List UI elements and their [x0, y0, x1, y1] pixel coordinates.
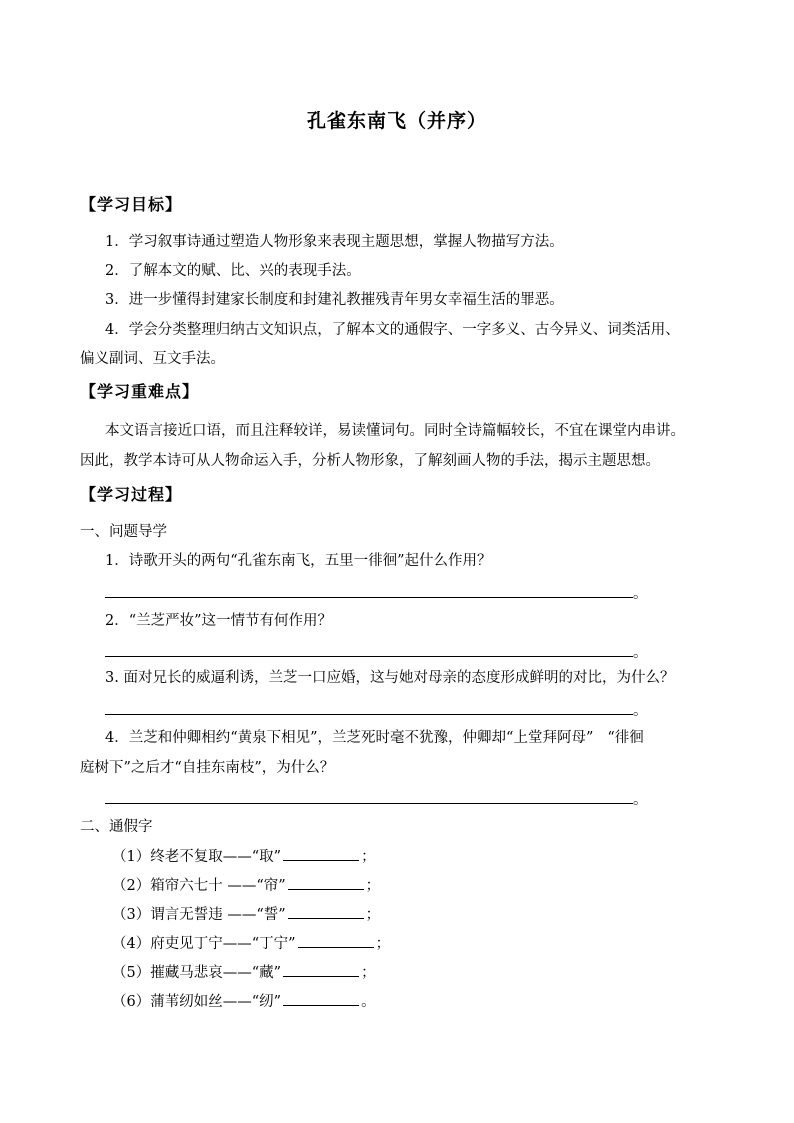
section-heading-process: 【学习过程】 [80, 485, 183, 504]
fill-blank[interactable] [288, 875, 364, 890]
answer-line-3[interactable]: 。 [105, 699, 648, 719]
tongjia-item: （5）摧藏马悲哀——“藏” ； [112, 962, 376, 983]
part-label-questions: 一、问题导学 [80, 524, 167, 540]
fill-blank[interactable] [283, 962, 359, 977]
answer-line-1[interactable]: 。 [105, 582, 648, 602]
tongjia-item: （1）终老不复取——“取” ； [112, 846, 376, 867]
answer-line-2[interactable]: 。 [105, 641, 648, 661]
goal-item: 4．学会分类整理归纳古文知识点，了解本文的通假字、一字多义、古今异义、词类活用、 [105, 322, 680, 338]
fill-blank[interactable] [283, 991, 359, 1006]
question-1: 1．诗歌开头的两句“孔雀东南飞，五里一徘徊”起什么作用？ [105, 553, 492, 569]
answer-line-4[interactable]: 。 [105, 788, 648, 808]
tongjia-item: （6）蒲苇纫如丝——“纫” 。 [112, 991, 376, 1012]
question-3: 3. 面对兄长的威逼利诱，兰芝一口应婚，这与她对母亲的态度形成鲜明的对比，为什么？ [105, 670, 675, 686]
goal-item: 1．学习叙事诗通过塑造人物形象来表现主题思想，掌握人物描写方法。 [105, 234, 564, 250]
goal-item: 3．进一步懂得封建家长制度和封建礼教摧残青年男女幸福生活的罪恶。 [105, 292, 564, 308]
part-label-tongjia: 二、通假字 [80, 819, 153, 835]
tongjia-item: （3）谓言无誓违 ——“誓” ； [112, 904, 380, 925]
section-heading-goals: 【学习目标】 [80, 195, 183, 214]
page-title: 孔雀东南飞（并序） [306, 110, 487, 132]
key-paragraph-line: 因此，教学本诗可从人物命运入手，分析人物形象，了解刻画人物的手法，揭示主题思想。 [80, 453, 660, 469]
fill-blank[interactable] [288, 904, 364, 919]
goal-item: 2．了解本文的赋、比、兴的表现手法。 [105, 263, 361, 279]
fill-blank[interactable] [298, 933, 374, 948]
question-2: 2．“兰芝严妆”这一情节有何作用？ [105, 613, 333, 629]
goal-item-continued: 偏义副词、互文手法。 [80, 351, 225, 367]
section-heading-key: 【学习重难点】 [80, 382, 200, 401]
fill-blank[interactable] [283, 846, 359, 861]
tongjia-item: （4）府吏见丁宁——“丁宁” ； [112, 933, 390, 954]
key-paragraph-line: 本文语言接近口语，而且注释较详，易读懂词句。同时全诗篇幅较长，不宜在课堂内串讲。 [105, 423, 685, 439]
question-4: 4．兰芝和仲卿相约“黄泉下相见”，兰芝死时毫不犹豫，仲卿却“上堂拜阿母” “徘徊 [105, 730, 644, 746]
question-4-continued: 庭树下”之后才“自挂东南枝”，为什么？ [80, 760, 335, 776]
tongjia-item: （2）箱帘六七十 ——“帘” ； [112, 875, 380, 896]
